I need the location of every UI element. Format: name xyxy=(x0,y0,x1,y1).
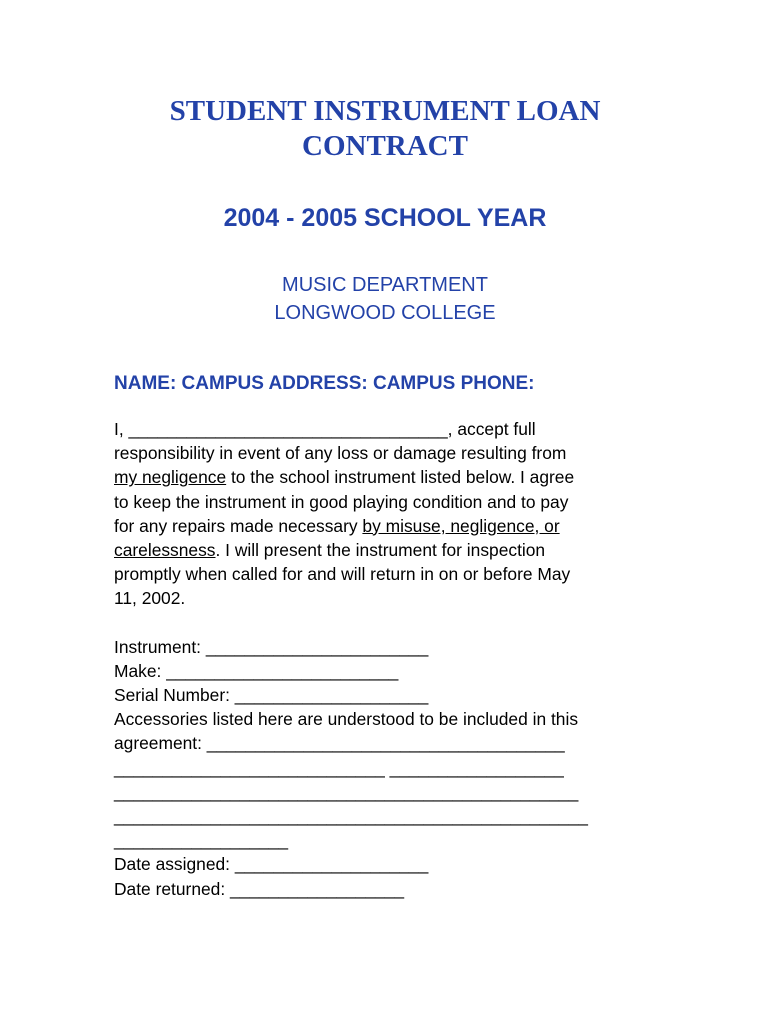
agreement-line-6 xyxy=(114,538,674,562)
serial-number-field: Serial Number: ____________________ xyxy=(114,685,429,706)
agreement-line-3 xyxy=(114,465,674,489)
date-assigned-field: Date assigned: ____________________ xyxy=(114,854,429,875)
agreement-line-3-rest: to the school instrument listed below. I agree xyxy=(226,467,575,488)
agreement-line-6-rest: . I will present the instrument for inspection xyxy=(215,539,546,560)
department-name: MUSIC DEPARTMENT xyxy=(282,274,488,296)
underlined-carelessness: carelessness xyxy=(114,539,216,560)
school-year-heading: 2004 - 2005 SCHOOL YEAR xyxy=(223,204,547,232)
agreement-line-7: promptly when called for and will return in on or before May xyxy=(114,564,571,585)
college-name: LONGWOOD COLLEGE xyxy=(274,302,496,324)
agreement-line-2: responsibility in event of any loss or damage resulting from xyxy=(114,443,567,464)
underlined-misuse-negligence: by misuse, negligence, or xyxy=(362,515,560,536)
agreement-line-8: 11, 2002. xyxy=(114,588,186,609)
accessories-blank-line-4: __________________ xyxy=(114,830,289,851)
agreement-line-4: to keep the instrument in good playing condition and to pay xyxy=(114,491,569,512)
make-field: Make: ________________________ xyxy=(114,660,399,681)
document-title-line-1: STUDENT INSTRUMENT LOAN xyxy=(169,95,601,127)
paragraph-spacer xyxy=(114,611,674,635)
accessories-agreement-field: agreement: _____________________________________ xyxy=(114,733,565,754)
date-returned-field: Date returned: __________________ xyxy=(114,878,405,899)
instrument-field: Instrument: _______________________ xyxy=(114,636,429,657)
contract-body xyxy=(114,417,674,901)
accessories-statement: Accessories listed here are understood to be included in this xyxy=(114,709,579,730)
agreement-line-5-start: for any repairs made necessary xyxy=(114,515,363,536)
accessories-blank-line-1: ____________________________ __________________ xyxy=(114,757,564,778)
accessories-blank-line-2: ________________________________________________ xyxy=(114,781,579,802)
agreement-line-1: I, _________________________________, accept full xyxy=(114,419,536,439)
accessories-blank-line-3: _________________________________________________ xyxy=(114,806,588,826)
document-title-line-2: CONTRACT xyxy=(302,130,468,162)
underlined-my-negligence: my negligence xyxy=(114,467,227,488)
contact-fields-heading: NAME: CAMPUS ADDRESS: CAMPUS PHONE: xyxy=(114,373,535,394)
agreement-line-5 xyxy=(114,514,674,538)
